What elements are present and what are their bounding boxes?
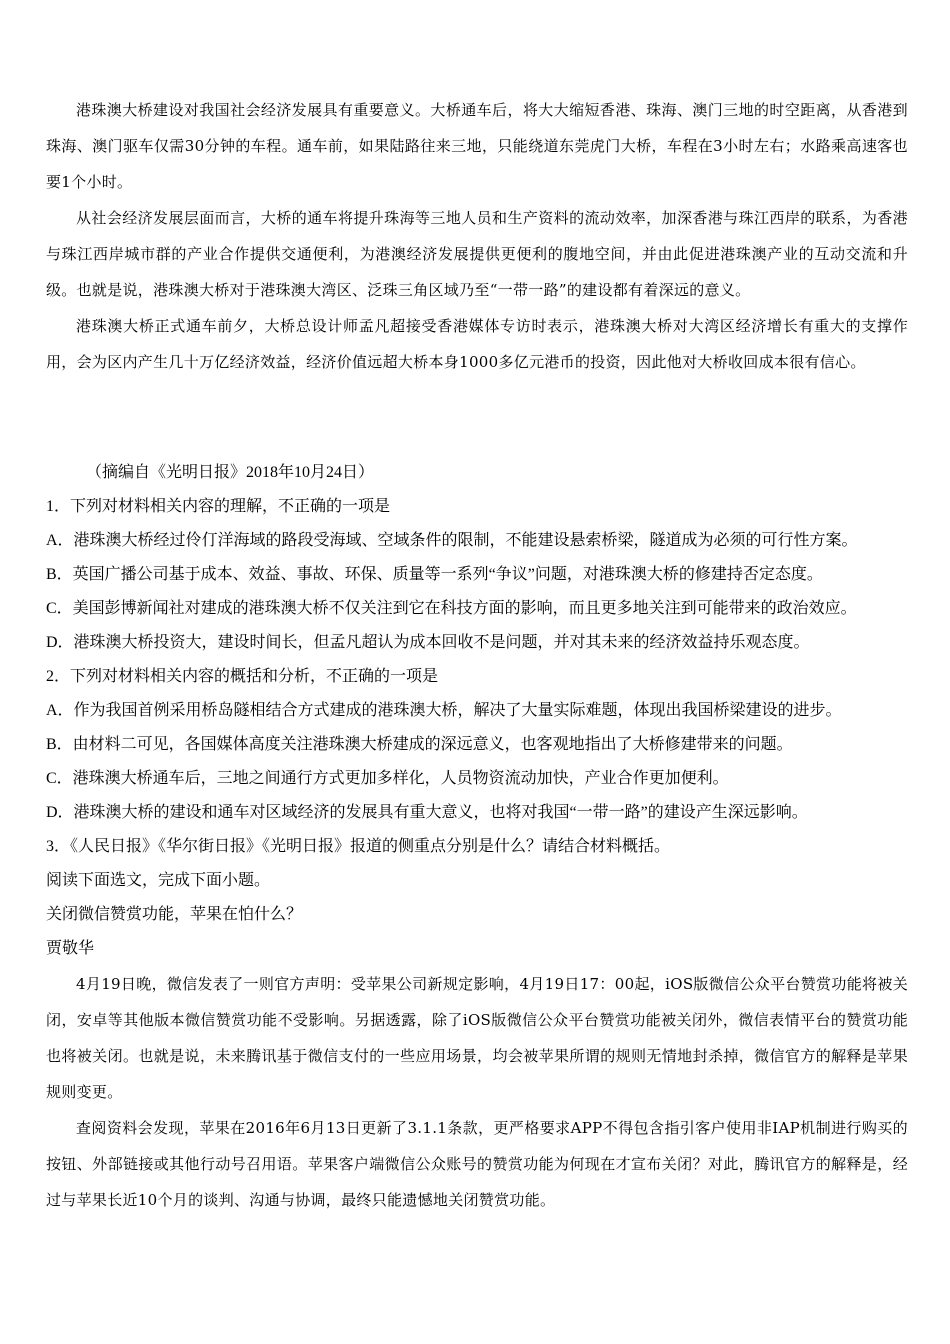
answer-option: B．英国广播公司基于成本、效益、事故、环保、质量等一系列“争议”问题，对港珠澳大桥的修建持否定态度。 xyxy=(46,566,823,583)
answer-option: D．港珠澳大桥投资大，建设时间长，但孟凡超认为成本回收不是问题，并对其未来的经济效益持乐观态度。 xyxy=(46,634,810,651)
article-body-b xyxy=(46,966,908,1218)
article-author: 贾敬华 xyxy=(46,940,95,957)
question-stem: 2．下列对材料相关内容的概括和分析，不正确的一项是 xyxy=(46,668,439,685)
question-list xyxy=(46,490,908,966)
paragraph: 4月19日晚，微信发表了一则官方声明：受苹果公司新规定影响，4月19日17：00起，iOS版微信公众平台赞赏功能将被关闭，安卓等其他版本微信赞赏功能不受影响。另据透露，除了iOS版微信公众平台赞赏功能被关闭外，微信表情平台的赞赏功能也将被关闭。也就是说，未来腾讯基于微信支付的一些应用场景，均会被苹果所谓的规则无情地封杀掉，微信官方的解释是苹果规则变更。 xyxy=(46,975,908,1101)
article-body-a xyxy=(46,92,908,380)
paragraph: 港珠澳大桥正式通车前夕，大桥总设计师孟凡超接受香港媒体专访时表示，港珠澳大桥对大湾区经济增长有重大的支撑作用，会为区内产生几十万亿经济效益，经济价值远超大桥本身1000多亿元港币的投资，因此他对大桥收回成本很有信心。 xyxy=(46,317,908,371)
answer-option: A．港珠澳大桥经过伶仃洋海域的路段受海域、空域条件的限制，不能建设悬索桥梁，隧道成为必须的可行性方案。 xyxy=(46,532,858,549)
answer-option: C．港珠澳大桥通车后，三地之间通行方式更加多样化，人员物资流动加快，产业合作更加便利。 xyxy=(46,770,729,787)
paragraph: 从社会经济发展层面而言，大桥的通车将提升珠海等三地人员和生产资料的流动效率，加深香港与珠江西岸的联系，为香港与珠江西岸城市群的产业合作提供交通便利，为港澳经济发展提供更便利的腹地空间，并由此促进港珠澳产业的互动交流和升级。也就是说，港珠澳大桥对于港珠澳大湾区、泛珠三角区域乃至“一带一路”的建设都有着深远的意义。 xyxy=(46,209,908,299)
paragraph: 查阅资料会发现，苹果在2016年6月13日更新了3.1.1条款，更严格要求APP不得包含指引客户使用非IAP机制进行购买的按钮、外部链接或其他行动号召用语。苹果客户端微信公众账号的赞赏功能为何现在才宣布关闭？对此，腾讯官方的解释是，经过与苹果长近10个月的谈判、沟通与协调，最终只能遗憾地关闭赞赏功能。 xyxy=(46,1119,908,1209)
answer-option: D．港珠澳大桥的建设和通车对区域经济的发展具有重大意义，也将对我国“一带一路”的建设产生深远影响。 xyxy=(46,804,808,821)
question-stem: 1．下列对材料相关内容的理解，不正确的一项是 xyxy=(46,498,391,515)
reading-instruction: 阅读下面选文，完成下面小题。 xyxy=(46,872,271,889)
answer-option: B．由材料二可见，各国媒体高度关注港珠澳大桥建成的深远意义，也客观地指出了大桥修建带来的问题。 xyxy=(46,736,793,753)
paragraph: 港珠澳大桥建设对我国社会经济发展具有重要意义。大桥通车后，将大大缩短香港、珠海、澳门三地的时空距离，从香港到珠海、澳门驱车仅需30分钟的车程。通车前，如果陆路往来三地，只能绕道东莞虎门大桥，车程在3小时左右；水路乘高速客也要1个小时。 xyxy=(46,101,908,191)
answer-option: C．美国彭博新闻社对建成的港珠澳大桥不仅关注到它在科技方面的影响，而且更多地关注到可能带来的政治效应。 xyxy=(46,600,857,617)
source-citation: （摘编自《光明日报》2018年10月24日） xyxy=(86,464,375,481)
question-stem: 3．《人民日报》《华尔街日报》《光明日报》报道的侧重点分别是什么？请结合材料概括。 xyxy=(46,838,671,855)
article-title: 关闭微信赞赏功能，苹果在怕什么？ xyxy=(46,906,303,923)
answer-option: A．作为我国首例采用桥岛隧相结合方式建成的港珠澳大桥，解决了大量实际难题，体现出我国桥梁建设的进步。 xyxy=(46,702,842,719)
